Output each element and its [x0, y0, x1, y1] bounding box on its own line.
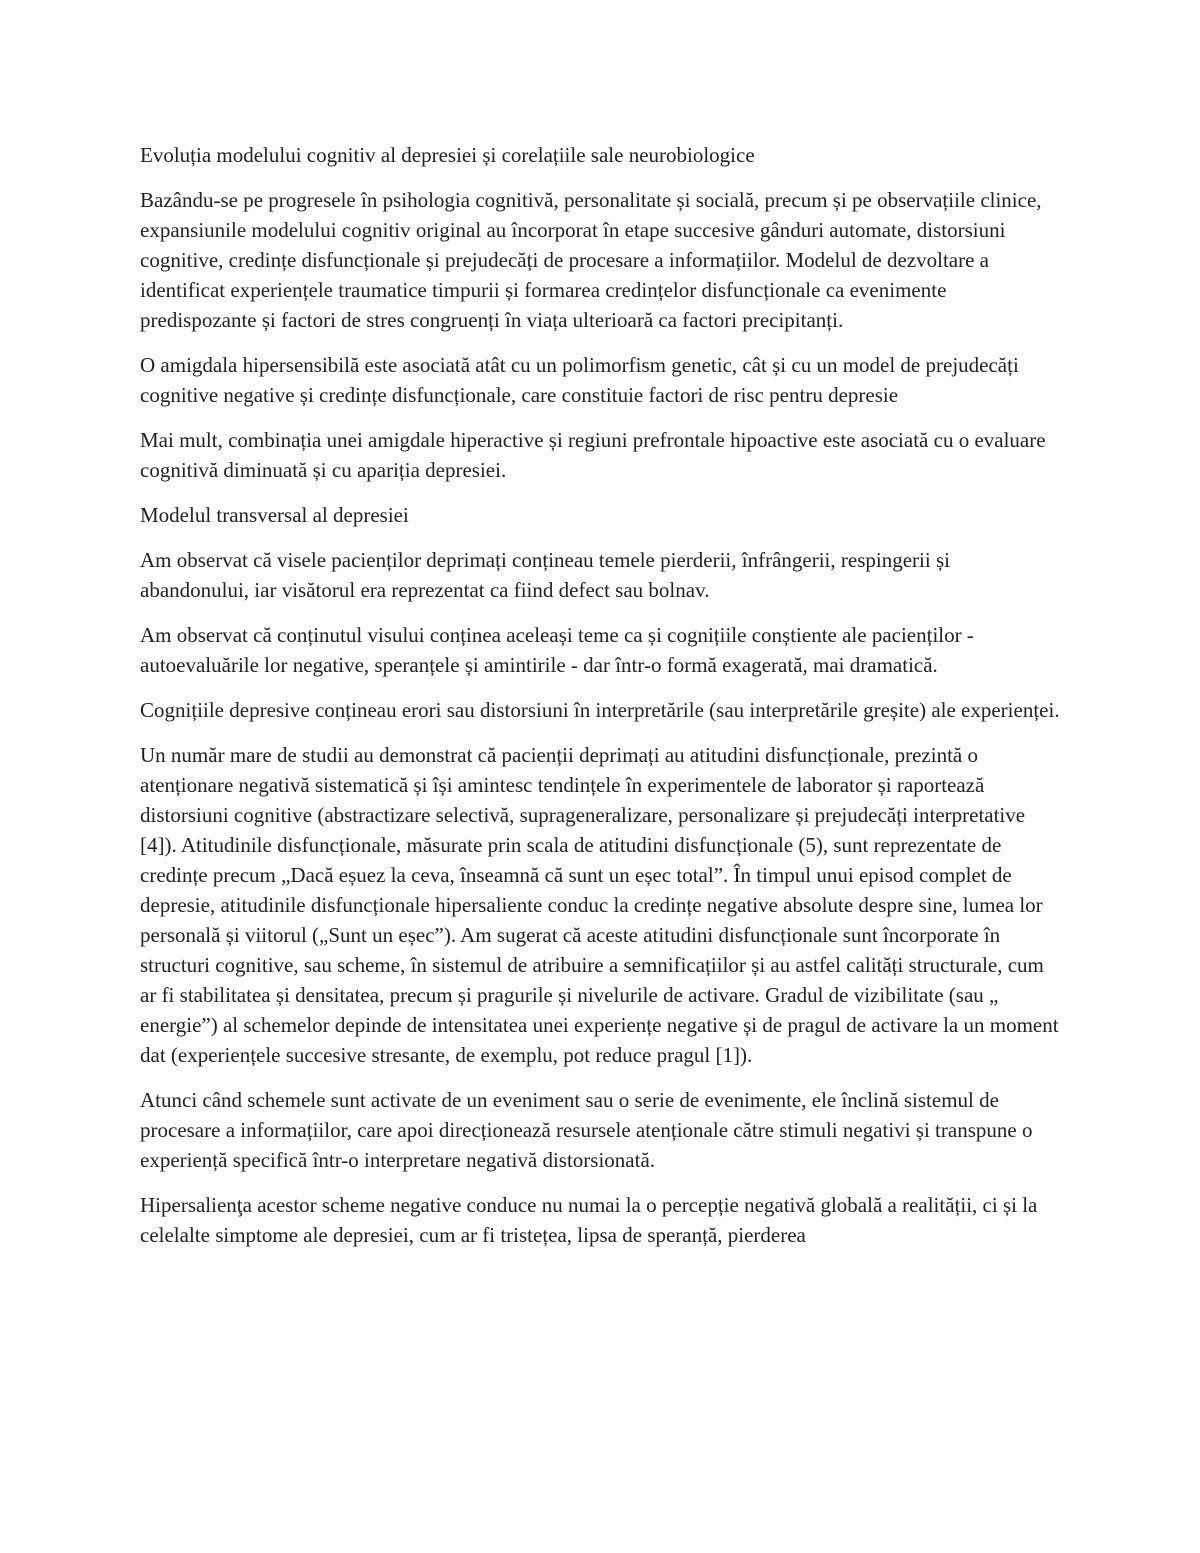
paragraph: O amigdala hipersensibilă este asociată atât cu un polimorfism genetic, cât și cu un model de prejudecăți cognitive negative și credințe disfuncționale, care constituie factori de risc pentru depresie	[140, 353, 1019, 407]
paragraph: Hipersalienţa acestor scheme negative conduce nu numai la o percepție negativă globală a realității, ci și la celelalte simptome ale depresiei, cum ar fi tristețea, lipsa de speranță, pierderea	[140, 1193, 1038, 1247]
section-heading: Modelul transversal al depresiei	[140, 503, 409, 527]
document-title: Evoluția modelului cognitiv al depresiei și corelațiile sale neurobiologice	[140, 143, 755, 167]
paragraph: Mai mult, combinația unei amigdale hiperactive și regiuni prefrontale hipoactive este asociată cu o evaluare cognitivă diminuată și cu apariția depresiei.	[140, 428, 1046, 482]
paragraph: Am observat că conținutul visului conținea aceleași teme ca și cognițiile conștiente ale pacienților - autoevaluările lor negative, speranțele și amintirile - dar într-o formă exagerată, mai dramatică.	[140, 623, 974, 677]
paragraph: Cognițiile depresive conțineau erori sau distorsiuni în interpretările (sau interpretările greșite) ale experienței.	[140, 698, 1060, 722]
paragraph: Un număr mare de studii au demonstrat că pacienții deprimați au atitudini disfuncționale, prezintă o atenționare negativă sistematică și își amintesc tendințele în experimentele de laborator și raportează distorsiuni cognitive (abstractizare selectivă, suprageneralizare, personalizare și prejudecăți interpretative [4]). Atitudinile disfuncționale, măsurate prin scala de atitudini disfuncționale (5), sunt reprezentate de credințe precum „Dacă eșuez la ceva, înseamnă că sunt un eșec total”. În timpul unui episod complet de depresie, atitudinile disfuncționale hipersaliente conduc la credințe negative absolute despre sine, lumea lor personală și viitorul („Sunt un eșec”). Am sugerat că aceste atitudini disfuncționale sunt încorporate în structuri cognitive, sau scheme, în sistemul de atribuire a semnificațiilor și au astfel calități structurale, cum ar fi stabilitatea și densitatea, precum și pragurile și nivelurile de activare. Gradul de vizibilitate (sau „ energie”) al schemelor depinde de intensitatea unei experiențe negative și de pragul de activare la un moment dat (experiențele succesive stresante, de exemplu, pot reduce pragul [1]).	[140, 743, 1059, 1067]
document-body	[140, 140, 1060, 1265]
paragraph: Atunci când schemele sunt activate de un eveniment sau o serie de evenimente, ele înclină sistemul de procesare a informațiilor, care apoi direcționează resursele atenționale către stimuli negativi și transpune o experiență specifică într-o interpretare negativă distorsionată.	[140, 1088, 1033, 1172]
paragraph: Bazându-se pe progresele în psihologia cognitivă, personalitate și socială, precum și pe observațiile clinice, expansiunile modelului cognitiv original au încorporat în etape succesive gânduri automate, distorsiuni cognitive, credințe disfuncționale și prejudecăți de procesare a informațiilor. Modelul de dezvoltare a identificat experiențele traumatice timpurii și formarea credințelor disfuncționale ca evenimente predispozante și factori de stres congruenți în viața ulterioară ca factori precipitanți.	[140, 188, 1042, 332]
paragraph: Am observat că visele pacienților deprimați conțineau temele pierderii, înfrângerii, respingerii și abandonului, iar visătorul era reprezentat ca fiind defect sau bolnav.	[140, 548, 950, 602]
